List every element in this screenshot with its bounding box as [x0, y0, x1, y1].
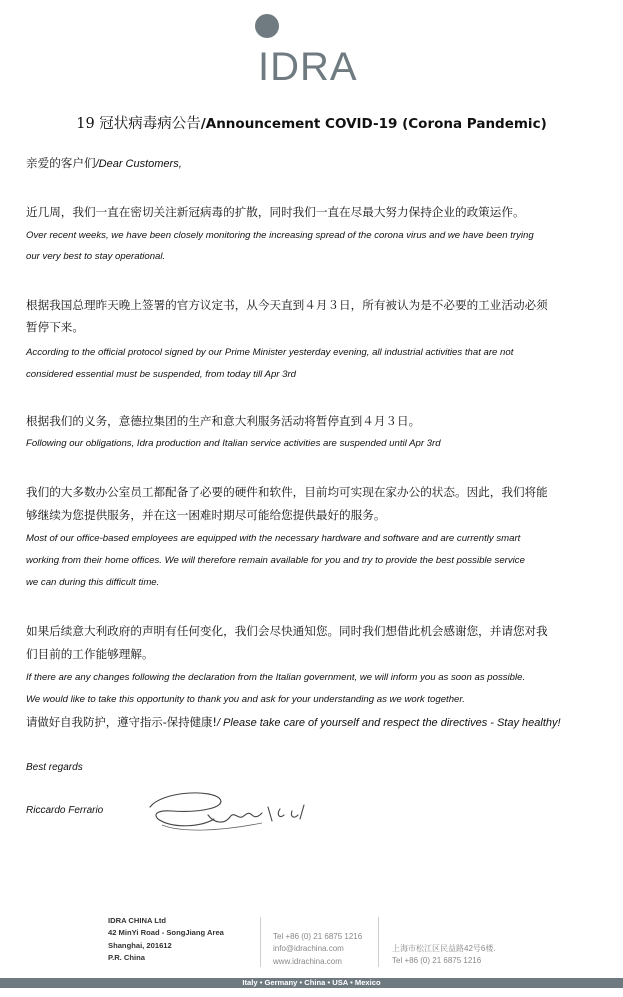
paragraph-3-en-line-1: Following our obligations, Idra production and Italian service activities are suspended until Apr 3rd — [26, 438, 441, 449]
paragraph-4-en-line-2: working from their home offices. We will therefore remain available for you and try to provide the best possible service — [26, 555, 525, 566]
page-title — [0, 112, 623, 133]
countries-bar — [0, 978, 623, 988]
paragraph-5-en-line-2: We would like to take this opportunity to thank you and ask for your understanding as we work together. — [26, 694, 465, 705]
footer-web[interactable]: www.idrachina.com — [273, 956, 342, 966]
paragraph-4-en-line-1: Most of our office-based employees are equipped with the necessary hardware and software and are currently smart — [26, 533, 521, 544]
paragraph-2-en-line-2: considered essential must be suspended, from today till Apr 3rd — [26, 369, 297, 380]
paragraph-2-en-line-1: According to the official protocol signed by our Prime Minister yesterday evening, all industrial activities that are not — [26, 347, 514, 358]
footer — [108, 915, 623, 975]
footer-contact-block — [273, 931, 362, 968]
title-en: /Announcement COVID-19 (Corona Pandemic) — [200, 116, 547, 132]
paragraph-1-en-line-2: our very best to stay operational. — [26, 251, 166, 262]
signer-name: Riccardo Ferrario — [26, 805, 104, 816]
greeting — [26, 152, 182, 175]
footer-company-block — [108, 915, 224, 965]
footer-email[interactable]: info@idrachina.com — [273, 944, 344, 954]
paragraph-2-zh-line-1: 根据我国总理昨天晚上签署的官方议定书，从今天直到４月３日，所有被认为是不必要的工业活动必须 — [26, 298, 548, 312]
closing-line-zh: 请做好自我防护，遵守指示-保持健康! — [26, 715, 217, 729]
paragraph-5-zh-line-2: 们目前的工作能够理解。 — [26, 647, 154, 661]
footer-divider-1 — [260, 917, 261, 967]
greeting-en: /Dear Customers, — [95, 158, 182, 170]
handwritten-signature — [142, 785, 322, 845]
footer-address-zh: 上海市松江区民益路42号6楼. — [392, 944, 496, 953]
countries-text: Italy • Germany • China • USA • Mexico — [242, 978, 381, 987]
paragraph-1-en-line-1: Over recent weeks, we have been closely monitoring the increasing spread of the corona virus and we have been trying — [26, 230, 534, 241]
closing-line — [26, 711, 561, 734]
footer-address-1: 42 MinYi Road - SongJiang Area — [108, 928, 224, 938]
dot-icon — [255, 14, 279, 38]
paragraph-3-zh-line-1: 根据我们的义务，意德拉集团的生产和意大利服务活动将暂停直到４月３日。 — [26, 414, 421, 428]
footer-address-2: Shanghai, 201612 — [108, 940, 172, 950]
closing-line-en: / Please take care of yourself and respect the directives - Stay healthy! — [216, 717, 561, 729]
idra-logo — [250, 12, 380, 84]
paragraph-4-zh-line-1: 我们的大多数办公室员工都配备了必要的硬件和软件，目前均可实现在家办公的状态。因此，我们将能 — [26, 485, 548, 499]
footer-divider-2 — [378, 917, 379, 967]
best-regards: Best regards — [26, 762, 83, 773]
footer-country: P.R. China — [108, 953, 145, 963]
footer-company: IDRA CHINA Ltd — [108, 916, 167, 925]
paragraph-4-zh-line-2: 够继续为您提供服务，并在这一困难时期尽可能给您提供最好的服务。 — [26, 508, 386, 522]
footer-zh-block — [392, 943, 496, 968]
paragraph-4-en-line-3: we can during this difficult time. — [26, 577, 160, 588]
title-zh: 19 冠状病毒病公告 — [76, 116, 201, 132]
paragraph-5-en-line-1: If there are any changes following the declaration from the Italian government, we will inform you as soon as possible. — [26, 672, 526, 683]
logo-text: IDRA — [258, 45, 358, 84]
footer-tel-zh: Tel +86 (0) 21 6875 1216 — [392, 956, 482, 966]
paragraph-2-zh-line-2: 暂停下来。 — [26, 320, 84, 334]
footer-tel: Tel +86 (0) 21 6875 1216 — [273, 932, 363, 941]
greeting-zh: 亲爱的客户们 — [26, 156, 96, 170]
paragraph-1-zh-line-1: 近几周，我们一直在密切关注新冠病毒的扩散，同时我们一直在尽最大努力保持企业的政策运作。 — [26, 205, 525, 219]
paragraph-5-zh-line-1: 如果后续意大利政府的声明有任何变化，我们会尽快通知您。同时我们想借此机会感谢您，并请您对我 — [26, 624, 548, 638]
